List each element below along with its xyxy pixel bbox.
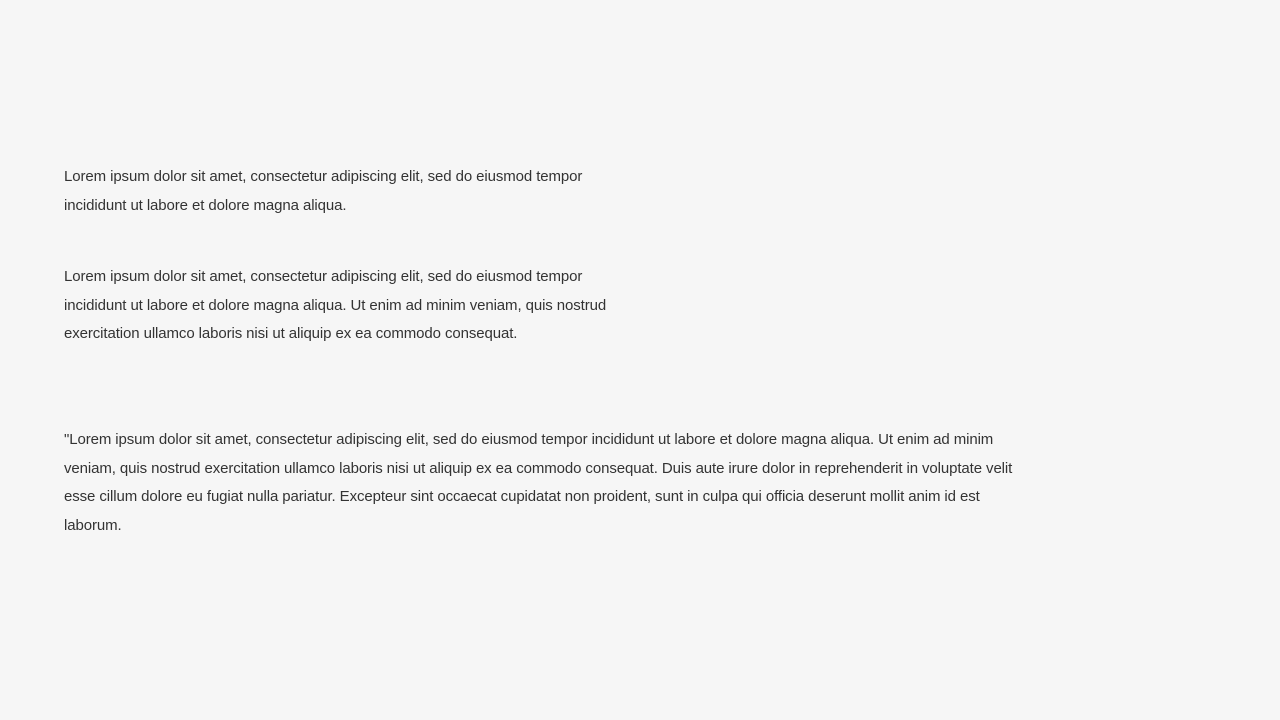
paragraph-short: Lorem ipsum dolor sit amet, consectetur adipiscing elit, sed do eiusmod tempor incididunt ut labore et dolore magna aliqua. (64, 168, 583, 214)
paragraph-medium: Lorem ipsum dolor sit amet, consectetur adipiscing elit, sed do eiusmod tempor incididunt ut labore et dolore magna aliqua. Ut enim ad minim veniam, quis nostrud exercitation ullamco laboris nisi ut aliquip ex ea commodo consequat. (64, 268, 607, 342)
paragraph-long: "Lorem ipsum dolor sit amet, consectetur adipiscing elit, sed do eiusmod tempor incididunt ut labore et dolore magna aliqua. Ut enim ad minim veniam, quis nostrud exercitation ullamco laboris nisi ut aliquip ex ea commodo consequat. Duis aute irure dolor in reprehenderit in voluptate velit esse cillum dolore eu fugiat nulla pariatur. Excepteur sint occaecat cupidatat non proident, sunt in culpa qui officia deserunt mollit anim id est laborum. (64, 431, 1013, 534)
